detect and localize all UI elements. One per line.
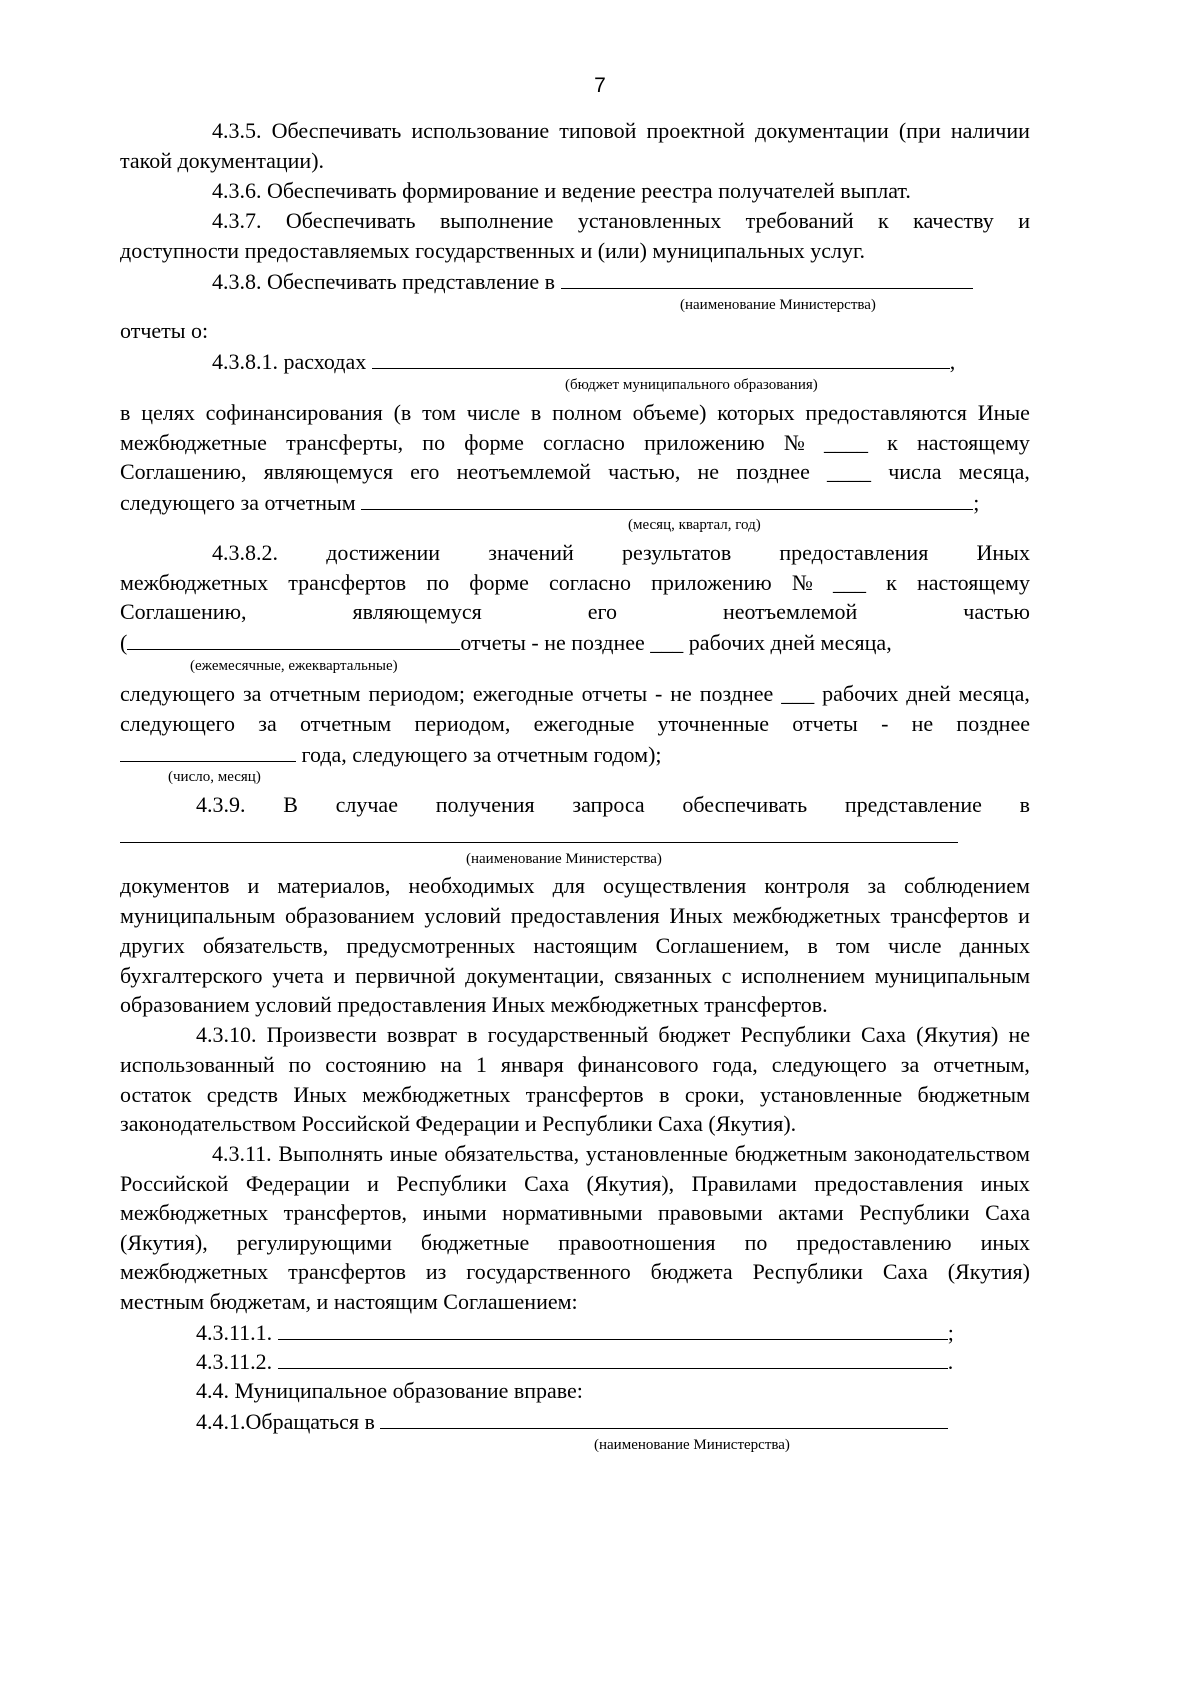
word: трансферты, (286, 430, 404, 455)
word: следующего (120, 681, 236, 706)
word: за (242, 681, 262, 706)
word: частью (963, 599, 1030, 624)
word: использованный (120, 1052, 275, 1077)
word: первичной (355, 963, 456, 988)
word: сроки, (684, 1082, 745, 1107)
word: предоставления (814, 1171, 964, 1196)
word: согласно (542, 430, 625, 455)
line-text: 4.3.8. Обеспечивать представление в (212, 269, 556, 294)
paragraph-line (120, 570, 1030, 596)
paragraph-line (120, 873, 1030, 899)
word: достижении (326, 540, 441, 565)
word: не (697, 459, 720, 484)
word: установленные (585, 1141, 728, 1166)
word: бюджета (650, 1259, 733, 1284)
word: соблюдением (904, 873, 1030, 898)
word: межбюджетных (120, 1259, 269, 1284)
fill-in-blank (372, 348, 950, 369)
paragraph-line: местным бюджетам, и настоящим Соглашением: (120, 1289, 578, 1314)
word: не (1008, 1022, 1030, 1047)
word: качеству (913, 208, 994, 233)
paragraph-line (196, 1022, 1030, 1048)
word: по (288, 1052, 312, 1077)
word: других (120, 933, 185, 958)
paragraph-line (212, 208, 1030, 234)
word: периодом; (368, 681, 465, 706)
word: и (333, 963, 346, 988)
word: (в (393, 400, 412, 425)
word: следующего (120, 711, 236, 736)
fill-in-blank (120, 741, 296, 762)
word: позднее (736, 459, 810, 484)
word: по (426, 570, 450, 595)
word: Иных (669, 903, 723, 928)
word: документов (120, 873, 230, 898)
word: В (283, 792, 298, 817)
word: - (881, 711, 889, 736)
word: наличии (950, 118, 1030, 143)
word: приложению (644, 430, 765, 455)
word: выполнение (439, 208, 554, 233)
paragraph-line (120, 400, 1030, 426)
word: отчетным, (933, 1052, 1030, 1077)
word: образованием (284, 903, 415, 928)
word: 4.3.7. (212, 208, 262, 233)
word: которых (717, 400, 795, 425)
word: приложению (651, 570, 772, 595)
word: обязательства, (444, 1141, 580, 1166)
word: софинансирования (205, 400, 383, 425)
word: следующего (771, 1052, 887, 1077)
word: форме (464, 430, 524, 455)
paragraph-line (120, 599, 1030, 625)
word: установленные (759, 1082, 903, 1107)
word: не (670, 681, 692, 706)
word: в (467, 1022, 478, 1047)
word: настоящим (533, 933, 638, 958)
word: межбюджетных (120, 570, 269, 595)
field-caption: (наименование Министерства) (466, 851, 662, 867)
word: материалов, (277, 873, 391, 898)
word: ___ (833, 570, 867, 595)
word: остаток (120, 1082, 192, 1107)
word: в (530, 400, 542, 425)
word: Произвести (266, 1022, 377, 1047)
word: рабочих (822, 681, 899, 706)
word: № (783, 430, 805, 455)
word: ежегодные (472, 681, 574, 706)
line-text: 4.4.1.Обращаться в (196, 1409, 375, 1434)
word: месяца, (958, 459, 1030, 484)
paragraph-line (196, 1348, 953, 1375)
word: Соглашению, (120, 599, 247, 624)
word: в (1019, 792, 1030, 817)
word: к (886, 570, 897, 595)
word: отчетным (299, 711, 392, 736)
paragraph-line (120, 430, 1030, 456)
paragraph-line: законодательством Российской Федерации и Республики Саха (Якутия). (120, 1111, 797, 1136)
word: предоставлению (796, 1230, 952, 1255)
word: к (887, 430, 898, 455)
line-text: 4.3.8.1. расходах (212, 349, 367, 374)
word: иными (422, 1200, 487, 1225)
word: его (410, 459, 440, 484)
fill-in-blank (361, 489, 973, 510)
word: трансфертов, (283, 1200, 408, 1225)
word: отчетным (269, 681, 361, 706)
word: ____ (827, 459, 872, 484)
word: ___ (781, 681, 815, 706)
paragraph-line (120, 629, 892, 656)
word: межбюджетных (732, 903, 881, 928)
word: Иные (977, 400, 1030, 425)
line-text: ; (973, 490, 980, 515)
paragraph-line (120, 681, 1030, 707)
field-caption: (месяц, квартал, год) (628, 517, 761, 533)
word: дней (906, 681, 951, 706)
paragraph-line: образованием условий предоставления Иных межбюджетных трансфертов. (120, 992, 828, 1017)
word: полном (552, 400, 622, 425)
word: муниципальным (120, 903, 276, 928)
word: отчеты (792, 711, 858, 736)
word: Соглашению, (120, 459, 247, 484)
word: правоотношения (558, 1230, 716, 1255)
word: Саха (861, 1022, 906, 1047)
paragraph-line: 4.3.6. Обеспечивать формирование и ведение реестра получателей выплат. (212, 178, 911, 203)
paragraph-line (120, 741, 662, 768)
field-caption: (ежемесячные, ежеквартальные) (190, 658, 398, 674)
word: по (422, 430, 446, 455)
word: контроля (764, 873, 850, 898)
paragraph-line (196, 1319, 954, 1346)
word: финансового (577, 1052, 699, 1077)
word: в (807, 933, 818, 958)
word: числе (888, 933, 942, 958)
word: том (422, 400, 456, 425)
word: нормативными (502, 1200, 643, 1225)
word: бюджетным (734, 1141, 848, 1166)
word: Иных (293, 1082, 347, 1107)
paragraph-line (120, 1171, 1030, 1197)
word: - (655, 681, 663, 706)
word: являющемуся (352, 599, 482, 624)
fill-in-blank (561, 268, 973, 289)
word: установленных (577, 208, 722, 233)
word: Правилами (691, 1171, 797, 1196)
paragraph-line (120, 1082, 1030, 1108)
word: трансфертов (288, 570, 407, 595)
word: обеспечивать (682, 792, 808, 817)
word: настоящему (916, 430, 1030, 455)
word: (Якутия), (120, 1230, 208, 1255)
word: иных (980, 1230, 1030, 1255)
word: возврат (386, 1022, 457, 1047)
word: использование (411, 118, 550, 143)
word: ежегодные (533, 711, 635, 736)
word: предоставления (510, 903, 660, 928)
paragraph-line (120, 1259, 1030, 1285)
paragraph-line (120, 489, 979, 516)
word: типовой (559, 118, 637, 143)
line-text: , (949, 349, 956, 374)
field-caption: (наименование Министерства) (680, 297, 876, 313)
word: межбюджетных (120, 1200, 269, 1225)
word: на (440, 1052, 462, 1077)
word: целях (141, 400, 195, 425)
word: и (1018, 208, 1030, 233)
word: Обеспечивать (271, 118, 402, 143)
fill-in-blank (380, 1408, 948, 1429)
word: значений (488, 540, 574, 565)
word: иных (980, 1171, 1030, 1196)
word: января (500, 1052, 564, 1077)
word: 4.3.10. (196, 1022, 257, 1047)
paragraph-line: отчеты о: (120, 318, 209, 343)
paragraph-line (196, 1408, 948, 1435)
paragraph-line (120, 963, 1030, 989)
word: (Якутия) (916, 1022, 999, 1047)
word: Республики (740, 1022, 851, 1047)
line-text: . (947, 1349, 954, 1374)
word: ____ (823, 430, 868, 455)
paragraph-line (120, 933, 1030, 959)
word: осуществления (603, 873, 747, 898)
paragraph-line (120, 1052, 1030, 1078)
word: уточненные (657, 711, 770, 736)
word: месяца, (958, 681, 1030, 706)
word: регулирующими (236, 1230, 392, 1255)
word: бюджетным (917, 1082, 1030, 1107)
word: и (367, 1171, 379, 1196)
word: с (721, 963, 732, 988)
word: результатов (621, 540, 732, 565)
line-text: ( (120, 630, 128, 655)
word: исполнением (741, 963, 865, 988)
word: бюджетные (420, 1230, 530, 1255)
word: трансфертов (288, 1259, 406, 1284)
word: 4.3.8.2. (212, 540, 278, 565)
word: периодом, (414, 711, 511, 736)
paragraph-line (212, 1141, 1030, 1167)
paragraph-line (120, 1230, 1030, 1256)
word: государственного (466, 1259, 631, 1284)
word: из (425, 1259, 447, 1284)
word: и (1018, 903, 1030, 928)
word: трансфертов (890, 903, 1009, 928)
word: настоящему (917, 570, 1030, 595)
word: обязательств, (202, 933, 329, 958)
paragraph-line (120, 1200, 1030, 1226)
fill-in-blank (127, 629, 460, 650)
word: межбюджетных (362, 1082, 511, 1107)
word: законодательством (853, 1141, 1030, 1166)
paragraph-line (212, 268, 973, 295)
word: трансфертов (525, 1082, 644, 1107)
field-caption: (бюджет муниципального образования) (565, 377, 818, 393)
paragraph-line (212, 540, 1030, 566)
fill-in-rule (120, 842, 958, 843)
word: случае (335, 792, 398, 817)
word: том (836, 933, 870, 958)
word: предоставляются (805, 400, 967, 425)
word: состоянию (325, 1052, 427, 1077)
line-text: ; (947, 1320, 954, 1345)
word: 1 (475, 1052, 487, 1077)
word: средств (206, 1082, 278, 1107)
word: (Якутия) (947, 1259, 1030, 1284)
word: являющемуся (263, 459, 393, 484)
word: условий (424, 903, 502, 928)
paragraph-line (120, 711, 1030, 737)
line-text: года, следующего за отчетным годом); (301, 742, 662, 767)
word: частью, (608, 459, 681, 484)
word: за (900, 1052, 920, 1077)
word: актами (778, 1200, 844, 1225)
word: в (120, 400, 131, 425)
word: позднее (956, 711, 1030, 736)
paragraph-line (212, 348, 955, 375)
word: Саха (524, 1171, 570, 1196)
word: иные (389, 1141, 438, 1166)
word: Саха (985, 1200, 1030, 1225)
fill-in-blank (278, 1319, 948, 1340)
word: Федерации (245, 1171, 350, 1196)
word: проектной (646, 118, 745, 143)
word: данных (959, 933, 1030, 958)
word: объеме) (632, 400, 707, 425)
line-text: 4.3.11.2. (196, 1349, 273, 1374)
word: согласно (549, 570, 631, 595)
word: Выполнять (278, 1141, 383, 1166)
word: Соглашением, (655, 933, 790, 958)
page-number: 7 (594, 74, 606, 97)
word: муниципальным (874, 963, 1030, 988)
word: государственный (487, 1022, 649, 1047)
word: Республики (396, 1171, 507, 1196)
paragraph-line: 4.4. Муниципальное образование вправе: (196, 1378, 583, 1403)
word: Российской (120, 1171, 229, 1196)
word: 4.3.11. (212, 1141, 272, 1166)
word: № (791, 570, 813, 595)
word: Саха (882, 1259, 928, 1284)
word: числа (888, 459, 942, 484)
word: правовыми (658, 1200, 763, 1225)
word: необходимых (408, 873, 535, 898)
word: неотъемлемой (722, 599, 858, 624)
word: документации, (465, 963, 605, 988)
fill-in-blank (278, 1348, 948, 1369)
word: за (258, 711, 277, 736)
word: получения (435, 792, 535, 817)
paragraph-line: такой документации). (120, 148, 325, 173)
field-caption: (число, месяц) (168, 769, 261, 785)
word: предусмотренных (346, 933, 516, 958)
word: к (878, 208, 889, 233)
word: 4.3.5. (212, 118, 262, 143)
word: отчеты (581, 681, 648, 706)
paragraph-line (212, 118, 1030, 144)
word: для (552, 873, 585, 898)
line-text: следующего за отчетным (120, 490, 356, 515)
word: позднее (699, 681, 774, 706)
paragraph-line (196, 792, 1030, 818)
word: числе (466, 400, 521, 425)
word: бухгалтерского (120, 963, 263, 988)
word: 4.3.9. (196, 792, 246, 817)
word: учета (272, 963, 324, 988)
word: документации (755, 118, 889, 143)
word: Республики (752, 1259, 863, 1284)
word: (Якутия), (586, 1171, 675, 1196)
word: и (247, 873, 260, 898)
line-text: отчеты - не позднее ___ рабочих дней месяца, (460, 630, 892, 655)
word: представление (844, 792, 982, 817)
field-caption: (наименование Министерства) (594, 1437, 790, 1453)
word: неотъемлемой (456, 459, 591, 484)
word: года, (712, 1052, 758, 1077)
word: (при (898, 118, 941, 143)
word: не (911, 711, 934, 736)
word: связанных (614, 963, 712, 988)
word: запроса (572, 792, 645, 817)
word: Обеспечивать (285, 208, 416, 233)
word: Республики (859, 1200, 970, 1225)
word: межбюджетные (120, 430, 267, 455)
word: требований (745, 208, 854, 233)
word: за (867, 873, 886, 898)
paragraph-line (120, 459, 1030, 485)
word: предоставления (779, 540, 929, 565)
line-text: 4.3.11.1. (196, 1320, 273, 1345)
word: по (744, 1230, 768, 1255)
paragraph-line (120, 903, 1030, 929)
word: его (587, 599, 617, 624)
word: бюджет (658, 1022, 731, 1047)
word: в (659, 1082, 670, 1107)
word: Иных (976, 540, 1030, 565)
word: форме (469, 570, 529, 595)
paragraph-line: доступности предоставляемых государственных и (или) муниципальных услуг. (120, 238, 865, 263)
